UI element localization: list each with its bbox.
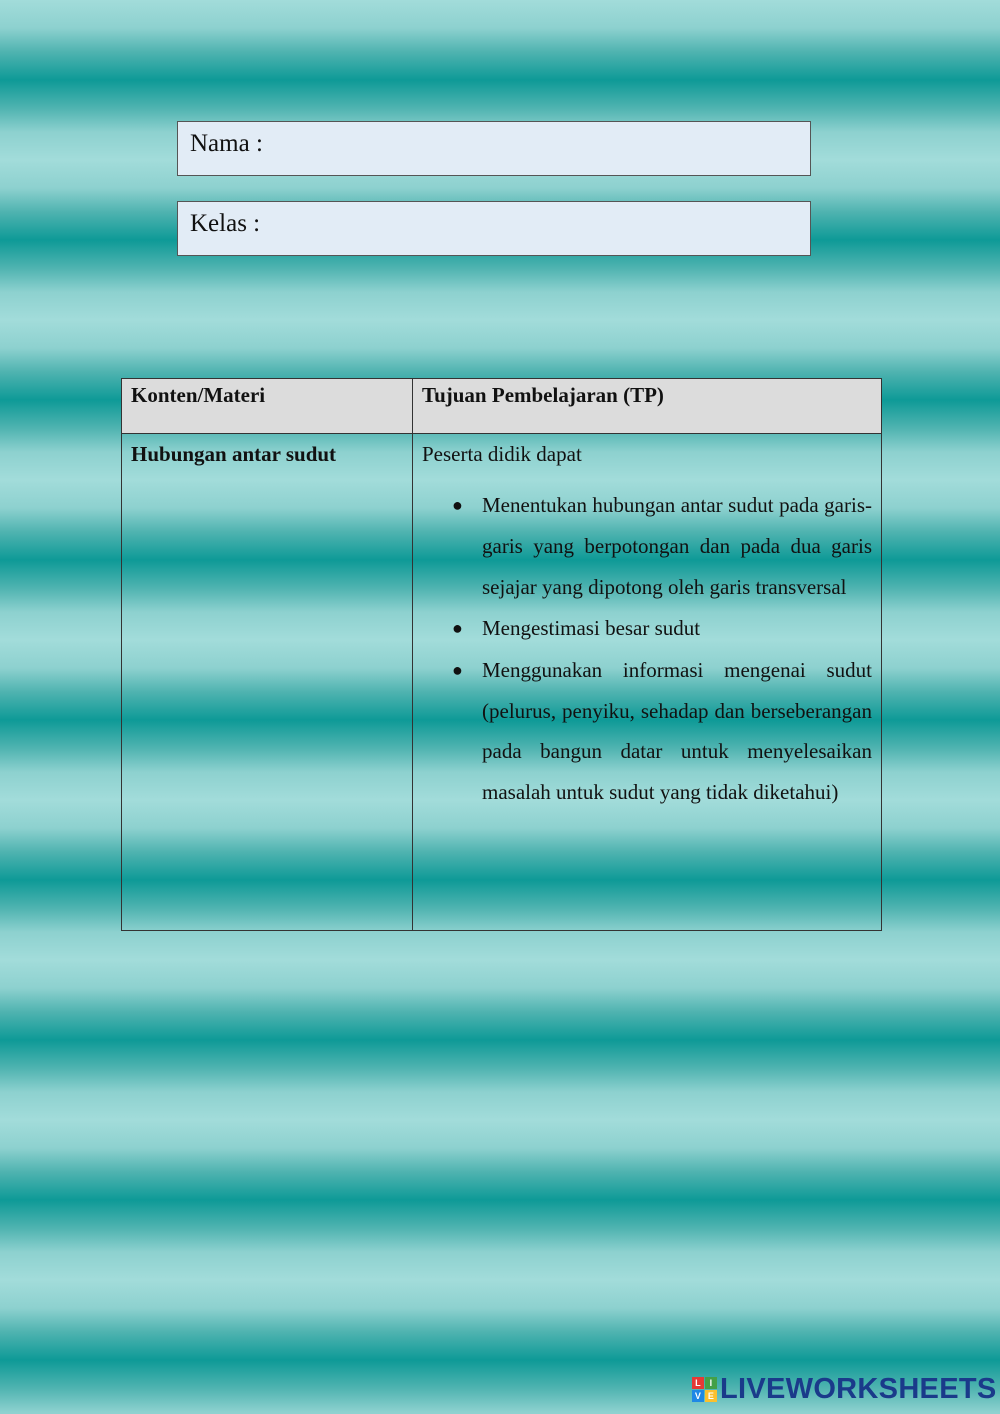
- logo-mark-letter: L: [692, 1377, 704, 1389]
- header-materi: Konten/Materi: [122, 379, 413, 434]
- list-item: [422, 485, 872, 607]
- list-item: [422, 650, 872, 813]
- kelas-field[interactable]: [177, 201, 811, 256]
- list-item: [422, 608, 872, 649]
- logo-mark-icon: [692, 1377, 717, 1402]
- objectives-list: [422, 485, 872, 813]
- table-header-row: [122, 379, 882, 434]
- logo-text: LIVEWORKSHEETS: [720, 1372, 997, 1405]
- liveworksheets-logo: [692, 1374, 997, 1404]
- cell-tujuan: [413, 434, 882, 931]
- nama-input[interactable]: [268, 130, 804, 167]
- logo-mark-letter: V: [692, 1390, 704, 1402]
- kelas-input[interactable]: [268, 210, 804, 247]
- header-tujuan: Tujuan Pembelajaran (TP): [413, 379, 882, 434]
- bullet-icon: ●: [452, 495, 463, 516]
- nama-label: Nama :: [190, 130, 263, 157]
- nama-field[interactable]: [177, 121, 811, 176]
- objectives-intro: Peserta didik dapat: [422, 442, 582, 466]
- kelas-label: Kelas :: [190, 210, 261, 237]
- logo-mark-letter: E: [705, 1390, 717, 1402]
- objective-text: Menggunakan informasi mengenai sudut (pelurus, penyiku, sehadap dan berseberangan pada bangun datar untuk menyelesaikan masalah untuk sudut yang tidak diketahui): [482, 658, 872, 805]
- bullet-icon: ●: [452, 660, 463, 680]
- cell-materi: Hubungan antar sudut: [122, 434, 413, 931]
- bullet-icon: ●: [452, 618, 463, 639]
- objective-text: Mengestimasi besar sudut: [482, 616, 701, 641]
- table-row: [122, 434, 882, 931]
- logo-mark-letter: I: [705, 1377, 717, 1389]
- learning-objectives-table: [121, 378, 882, 931]
- objective-text: Menentukan hubungan antar sudut pada garis-garis yang berpotongan dan pada dua garis sejajar yang dipotong oleh garis transversal: [482, 493, 872, 599]
